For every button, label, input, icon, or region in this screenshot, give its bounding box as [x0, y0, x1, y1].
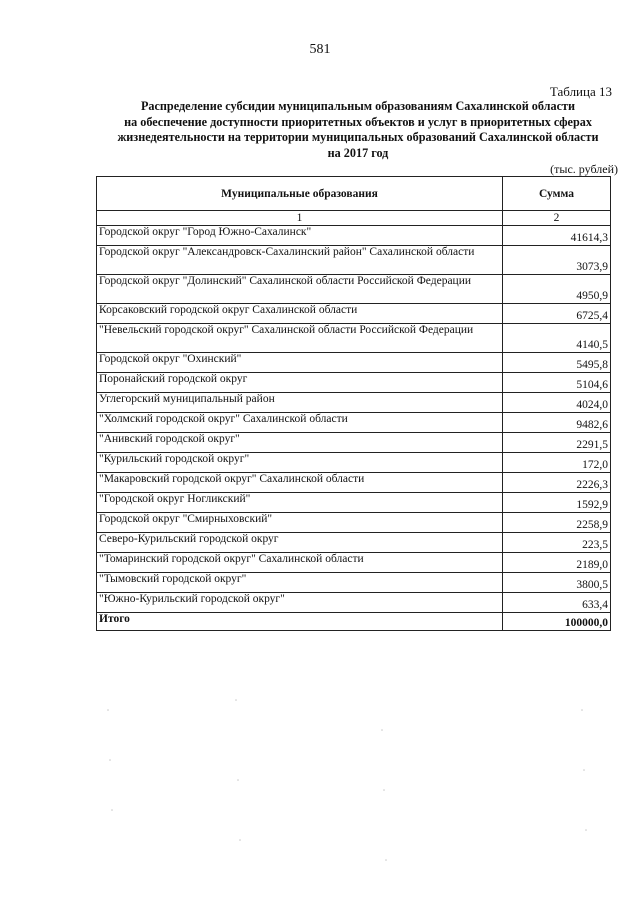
municipality-name: "Южно-Курильский городской округ" — [97, 593, 503, 613]
table-row — [97, 353, 611, 373]
title-line: жизнедеятельности на территории муниципальных образований Сахалинской области — [117, 130, 599, 144]
municipality-name: "Курильский городской округ" — [97, 453, 503, 473]
total-amount: 100000,0 — [503, 613, 611, 631]
subsidy-amount: 633,4 — [503, 593, 611, 613]
municipality-name: Углегорский муниципальный район — [97, 393, 503, 413]
municipality-name: "Анивский городской округ" — [97, 433, 503, 453]
table-row — [97, 304, 611, 324]
municipality-name: "Макаровский городской округ" Сахалинской области — [97, 473, 503, 493]
table-row — [97, 413, 611, 433]
municipality-name: "Тымовский городской округ" — [97, 573, 503, 593]
table-row — [97, 473, 611, 493]
table-row — [97, 373, 611, 393]
municipality-name: Поронайский городской округ — [97, 373, 503, 393]
subsidy-amount: 2226,3 — [503, 473, 611, 493]
table-row — [97, 513, 611, 533]
subsidy-amount: 5104,6 — [503, 373, 611, 393]
total-row — [97, 613, 611, 631]
page-number: 581 — [309, 42, 331, 57]
subsidy-amount: 2258,9 — [503, 513, 611, 533]
table-row — [97, 453, 611, 473]
table-row — [97, 493, 611, 513]
title-line: Распределение субсидии муниципальным образованиям Сахалинской области — [140, 99, 576, 113]
table-row — [97, 275, 611, 304]
municipality-name: Городской округ "Долинский" Сахалинской области Российской Федерации — [97, 275, 503, 304]
municipality-name: Городской округ "Охинский" — [97, 353, 503, 373]
municipality-name: Северо-Курильский городской округ — [97, 533, 503, 553]
document-title — [80, 99, 636, 161]
municipality-name: Городской округ "Смирныховский" — [97, 513, 503, 533]
column-number: 1 — [97, 211, 503, 226]
subsidy-amount: 1592,9 — [503, 493, 611, 513]
subsidy-amount: 4140,5 — [503, 324, 611, 353]
table-label: Таблица 13 — [549, 84, 612, 99]
total-label: Итого — [97, 613, 503, 631]
title-line: на 2017 год — [327, 145, 389, 160]
municipality-name: "Невельский городской округ" Сахалинской области Российской Федерации — [97, 324, 503, 353]
table-row — [97, 553, 611, 573]
subsidy-amount: 3073,9 — [503, 246, 611, 275]
municipality-name: "Томаринский городской округ" Сахалинской области — [97, 553, 503, 573]
table-row — [97, 393, 611, 413]
municipality-name: Городской округ "Александровск-Сахалинский район" Сахалинской области — [97, 246, 503, 275]
table-row — [97, 593, 611, 613]
table-row — [97, 246, 611, 275]
subsidy-amount: 3800,5 — [503, 573, 611, 593]
municipality-name: Городской округ "Город Южно-Сахалинск" — [97, 226, 503, 246]
table-row — [97, 573, 611, 593]
scan-noise — [0, 640, 640, 905]
subsidy-amount: 4024,0 — [503, 393, 611, 413]
column-header-municipality: Муниципальные образования — [97, 177, 503, 211]
municipality-name: Корсаковский городской округ Сахалинской области — [97, 304, 503, 324]
subsidy-table — [96, 176, 611, 631]
subsidy-amount: 2189,0 — [503, 553, 611, 573]
table-row — [97, 533, 611, 553]
subsidy-amount: 172,0 — [503, 453, 611, 473]
subsidy-amount: 223,5 — [503, 533, 611, 553]
municipality-name: "Городской округ Ногликский" — [97, 493, 503, 513]
column-number: 2 — [503, 211, 611, 226]
column-header-sum: Сумма — [503, 177, 611, 211]
units-label: (тыс. рублей) — [550, 162, 618, 176]
subsidy-amount: 41614,3 — [503, 226, 611, 246]
subsidy-amount: 9482,6 — [503, 413, 611, 433]
table-row — [97, 433, 611, 453]
municipality-name: "Холмский городской округ" Сахалинской области — [97, 413, 503, 433]
subsidy-amount: 2291,5 — [503, 433, 611, 453]
table-row — [97, 226, 611, 246]
subsidy-amount: 4950,9 — [503, 275, 611, 304]
title-line: на обеспечение доступности приоритетных объектов и услуг в приоритетных сферах — [124, 114, 592, 129]
subsidy-amount: 5495,8 — [503, 353, 611, 373]
table-row — [97, 324, 611, 353]
subsidy-amount: 6725,4 — [503, 304, 611, 324]
